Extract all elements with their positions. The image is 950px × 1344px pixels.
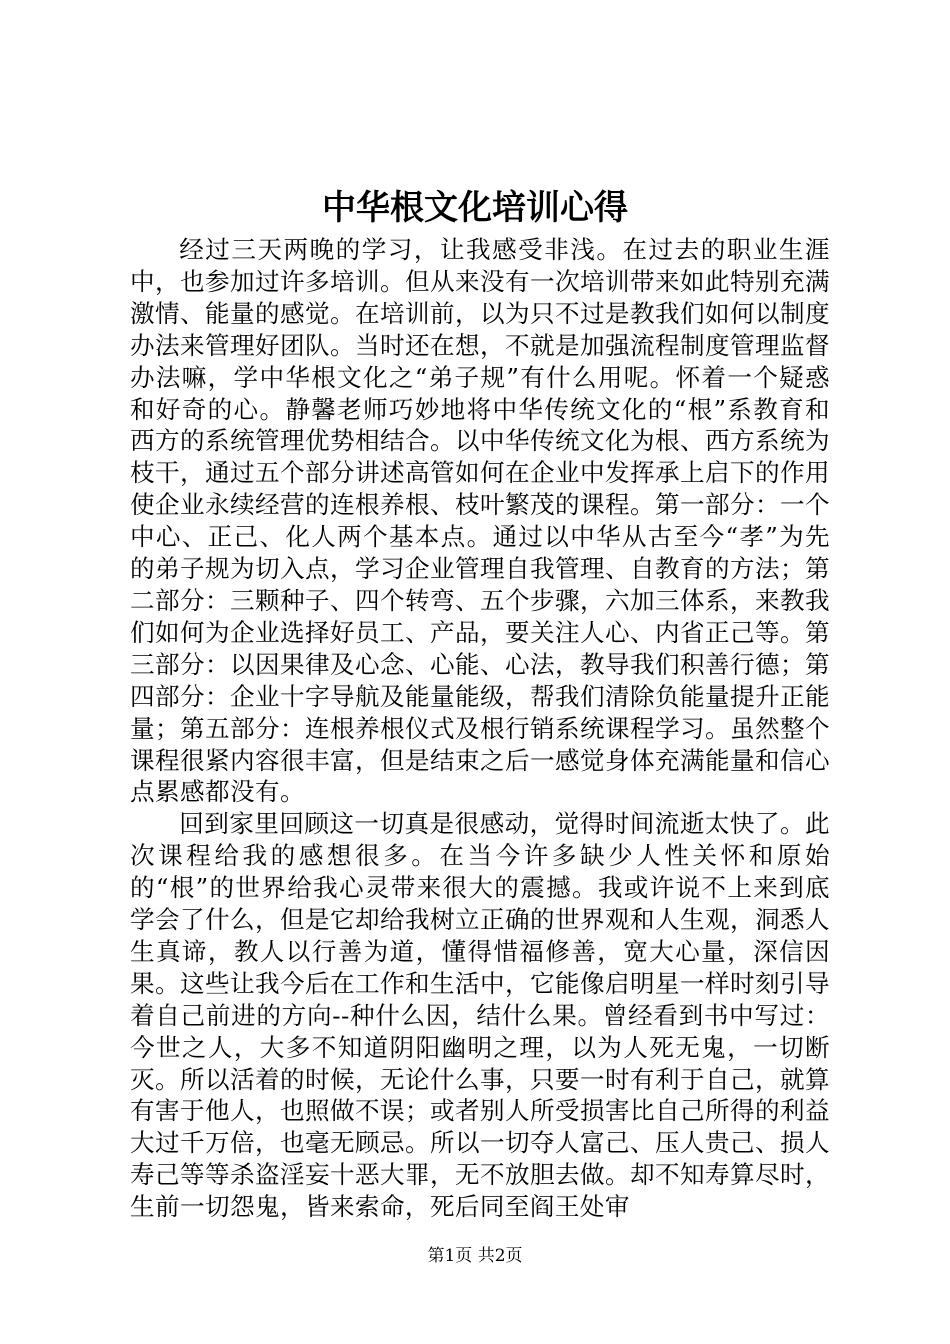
document-title: 中华根文化培训心得 xyxy=(322,188,628,228)
page-footer: 第1页 共2页 xyxy=(427,1246,523,1266)
paragraph-2: 回到家里回顾这一切真是很感动，觉得时间流逝太快了。此次课程给我的感想很多。在当今许多缺少人性关怀和原始的“根”的世界给我心灵带来很大的震撼。我或许说不上来到底学会了什么，但是它却给我树立正确的世界观和人生观，洞悉人生真谛，教人以行善为道，懂得惜福修善，宽大心量，深信因果。这些让我今后在工作和生活中，它能像启明星一样时刻引导着自己前进的方向--种什么因，结什么果。曾经看到书中写过：今世之人，大多不知道阴阳幽明之理，以为人死无鬼，一切断灭。所以活着的时候，无论什么事，只要一时有利于自己，就算有害于他人，也照做不误；或者别人所受损害比自己所得的利益大过千万倍，也毫无顾忌。所以一切夺人富己、压人贵己、损人寿己等等杀盗淫妄十恶大罪，无不放胆去做。却不知寿算尽时，生前一切怨鬼，皆来索命，死后同至阎王处审 xyxy=(130,809,830,1222)
document-body xyxy=(130,234,830,1223)
paragraph-1: 经过三天两晚的学习，让我感受非浅。在过去的职业生涯中，也参加过许多培训。但从来没有一次培训带来如此特别充满激情、能量的感觉。在培训前，以为只不过是教我们如何以制度办法来管理好团队。当时还在想，不就是加强流程制度管理监督办法嘛，学中华根文化之“弟子规”有什么用呢。怀着一个疑惑和好奇的心。静馨老师巧妙地将中华传统文化的“根”系教育和西方的系统管理优势相结合。以中华传统文化为根、西方系统为枝干，通过五个部分讲述高管如何在企业中发挥承上启下的作用使企业永续经营的连根养根、枝叶繁茂的课程。第一部分：一个中心、正己、化人两个基本点。通过以中华从古至今“孝”为先的弟子规为切入点，学习企业管理自我管理、自教育的方法；第二部分：三颗种子、四个转弯、五个步骤，六加三体系，来教我们如何为企业选择好员工、产品，要关注人心、内省正己等。第三部分：以因果律及心念、心能、心法，教导我们积善行德；第四部分：企业十字导航及能量能级，帮我们清除负能量提升正能量；第五部分：连根养根仪式及根行销系统课程学习。虽然整个课程很紧内容很丰富，但是结束之后一感觉身体充满能量和信心点累感都没有。 xyxy=(130,235,830,807)
